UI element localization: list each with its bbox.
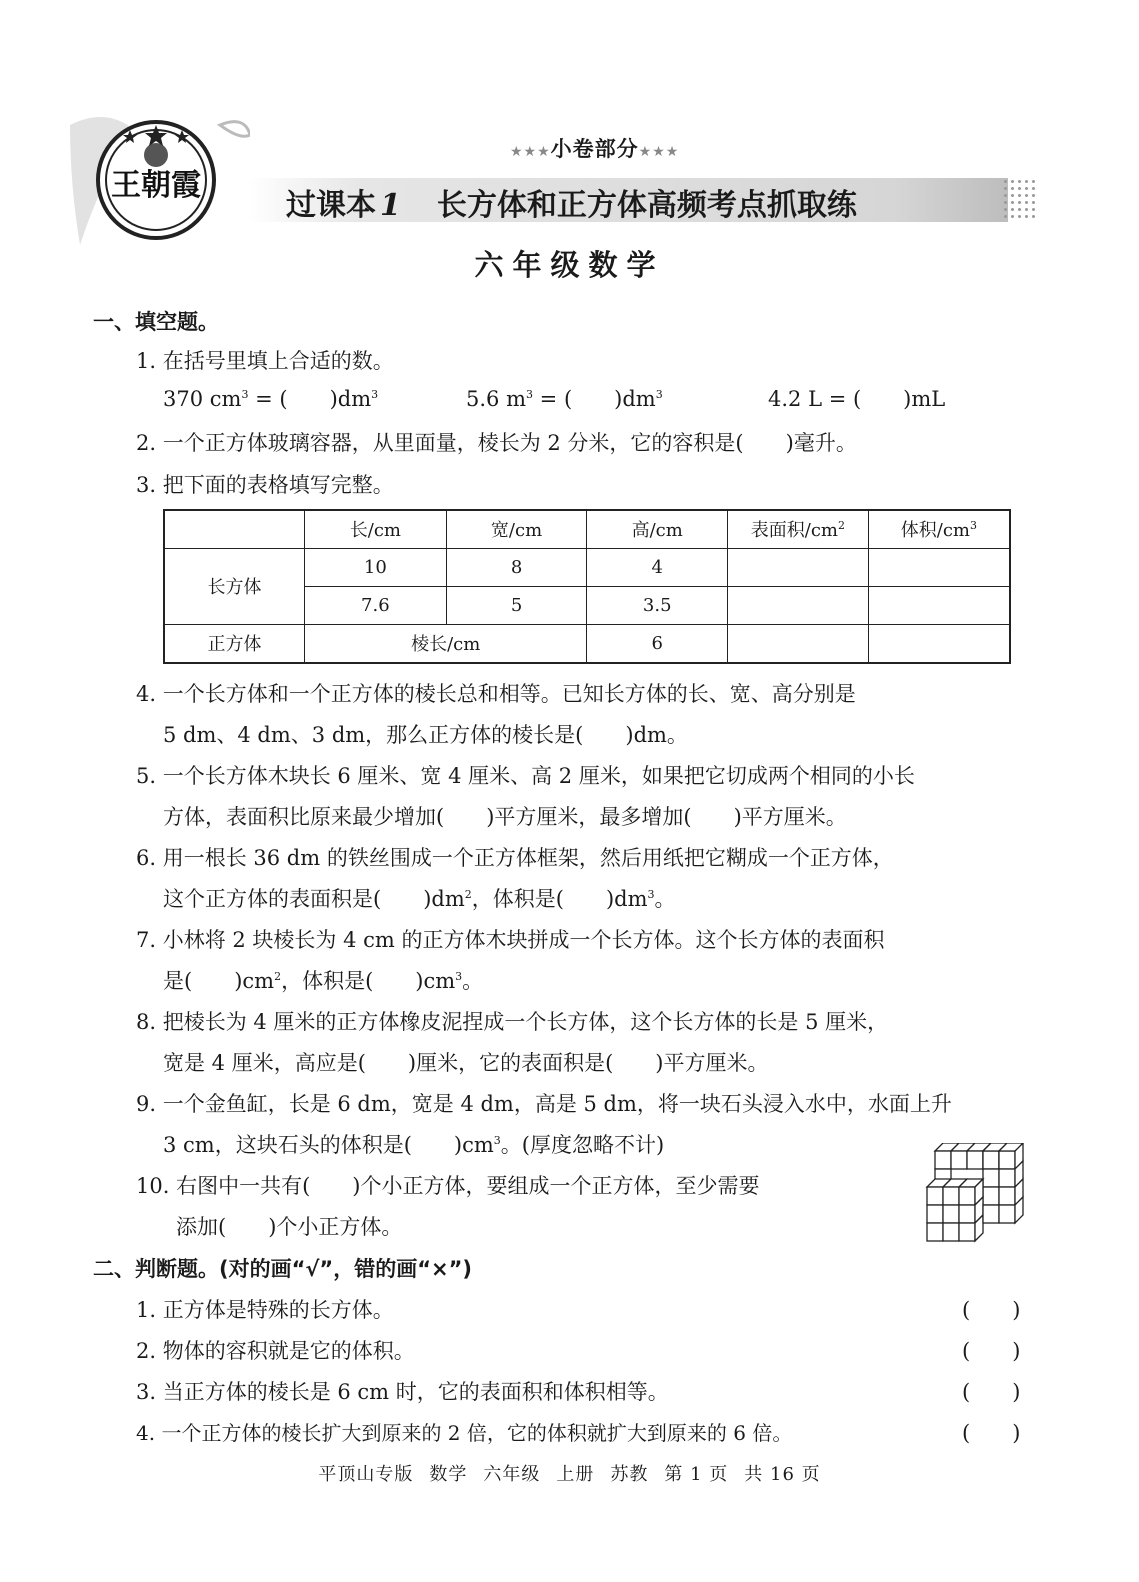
question-10: 10. 右图中一共有( )个小正方体，要组成一个正方体，至少需要 <box>136 1174 760 1198</box>
page-title: 过课本 1 长方体和正方体高频考点抓取练 <box>286 188 857 223</box>
star-decoration-icon: ★★★ <box>510 144 551 160</box>
answer-paren[interactable]: ( ) <box>962 1339 1021 1363</box>
table-header-row <box>164 510 1010 548</box>
table-cell: 8 <box>446 548 587 586</box>
question-4: 4. 一个长方体和一个正方体的棱长总和相等。已知长方体的长、宽、高分别是 <box>136 682 856 706</box>
table-cell: 10 <box>305 548 447 586</box>
table-cell-blank[interactable] <box>728 624 869 663</box>
question-1-part-a: 370 $cm^3$ = ( )$dm^3$ <box>163 387 379 411</box>
table-cell: 3.5 <box>587 586 728 624</box>
table-cell-blank[interactable] <box>868 548 1010 586</box>
table-cell: 7.6 <box>305 586 447 624</box>
question-4-line-2: 5 dm、4 dm、3 dm，那么正方体的棱长是( )dm。 <box>163 723 688 747</box>
answer-paren[interactable]: ( ) <box>962 1298 1021 1322</box>
table-cell: 4 <box>587 548 728 586</box>
section-heading-judge: 二、判断题。(对的画“√”，错的画“×”) <box>93 1257 473 1281</box>
publisher-logo <box>70 95 250 255</box>
question-7-line-2: 是( )$cm^2$，体积是( )$cm^3$。 <box>163 969 484 993</box>
cube-stack-figure <box>925 1143 1037 1243</box>
data-table <box>163 509 1011 664</box>
page-footer: 平顶山专版 数学 六年级 上册 苏教 第 1 页 共 16 页 <box>318 1464 821 1485</box>
banner-dots <box>1002 178 1038 222</box>
table-header-cell: 体积$/cm^3$ <box>868 510 1010 548</box>
question-1-part-b: 5.6 $m^3$ = ( )$dm^3$ <box>466 387 663 411</box>
table-header-cell: 宽/cm <box>446 510 587 548</box>
answer-paren[interactable]: ( ) <box>962 1421 1021 1445</box>
answer-paren[interactable]: ( ) <box>962 1380 1021 1404</box>
question-6-line-2: 这个正方体的表面积是( )$dm^2$，体积是( )$dm^3$。 <box>163 887 676 911</box>
question-10-line-2: 添加( )个小正方体。 <box>176 1215 403 1239</box>
star-decoration-icon: ★★★ <box>638 144 680 160</box>
judge-item: 3. 当正方体的棱长是 6 cm 时，它的表面积和体积相等。 <box>136 1380 669 1404</box>
grade-subject: 六年级数学 <box>474 248 665 282</box>
table-header-cell: 长/cm <box>305 510 447 548</box>
judge-item: 2. 物体的容积就是它的体积。 <box>136 1339 415 1363</box>
svg-text:王朝霞: 王朝霞 <box>111 168 201 203</box>
table-header-cell: 表面积$/cm^2$ <box>728 510 869 548</box>
question-5-line-2: 方体，表面积比原来最少增加( )平方厘米，最多增加( )平方厘米。 <box>163 805 847 829</box>
question-7: 7. 小林将 2 块棱长为 4 cm 的正方体木块拼成一个长方体。这个长方体的表面积 <box>136 928 885 952</box>
table-row-label: 长方体 <box>164 548 305 624</box>
question-8-line-2: 宽是 4 厘米，高应是( )厘米，它的表面积是( )平方厘米。 <box>163 1051 769 1075</box>
question-8: 8. 把棱长为 4 厘米的正方体橡皮泥捏成一个长方体，这个长方体的长是 5 厘米， <box>136 1010 889 1034</box>
section-heading-fill: 一、填空题。 <box>93 310 219 334</box>
question-1-part-c: 4.2 L = ( )mL <box>768 387 946 411</box>
judge-item: 4. 一个正方体的棱长扩大到原来的 2 倍，它的体积就扩大到原来的 6 倍。 <box>136 1421 793 1445</box>
question-6: 6. 用一根长 36 dm 的铁丝围成一个正方体框架，然后用纸把它糊成一个正方体， <box>136 846 894 870</box>
table-cell-blank[interactable] <box>868 624 1010 663</box>
judge-item: 1. 正方体是特殊的长方体。 <box>136 1298 394 1322</box>
table-header-cell: 高/cm <box>587 510 728 548</box>
table-cell-blank[interactable] <box>728 548 869 586</box>
question-5: 5. 一个长方体木块长 6 厘米、宽 4 厘米、高 2 厘米，如果把它切成两个相同的小长 <box>136 764 915 788</box>
table-cell: 6 <box>587 624 728 663</box>
table-cell-blank[interactable] <box>868 586 1010 624</box>
question-9-line-2: 3 cm，这块石头的体积是( )$cm^3$。(厚度忽略不计) <box>163 1133 665 1157</box>
table-cell: 5 <box>446 586 587 624</box>
table-cell: 棱长/cm <box>305 624 587 663</box>
table-row <box>164 548 1010 586</box>
table-cell-blank[interactable] <box>728 586 869 624</box>
question-3: 3. 把下面的表格填写完整。 <box>136 473 394 497</box>
question-1: 1. 在括号里填上合适的数。 <box>136 349 394 373</box>
table-row-label: 正方体 <box>164 624 305 663</box>
table-header-cell <box>164 510 305 548</box>
question-2: 2. 一个正方体玻璃容器，从里面量，棱长为 2 分米，它的容积是( )毫升。 <box>136 431 857 455</box>
question-9: 9. 一个金鱼缸，长是 6 dm，宽是 4 dm，高是 5 dm，将一块石头浸入水中，水面上升 <box>136 1092 952 1116</box>
subtitle: ★★★小卷部分★★★ <box>510 137 680 161</box>
table-row <box>164 624 1010 663</box>
